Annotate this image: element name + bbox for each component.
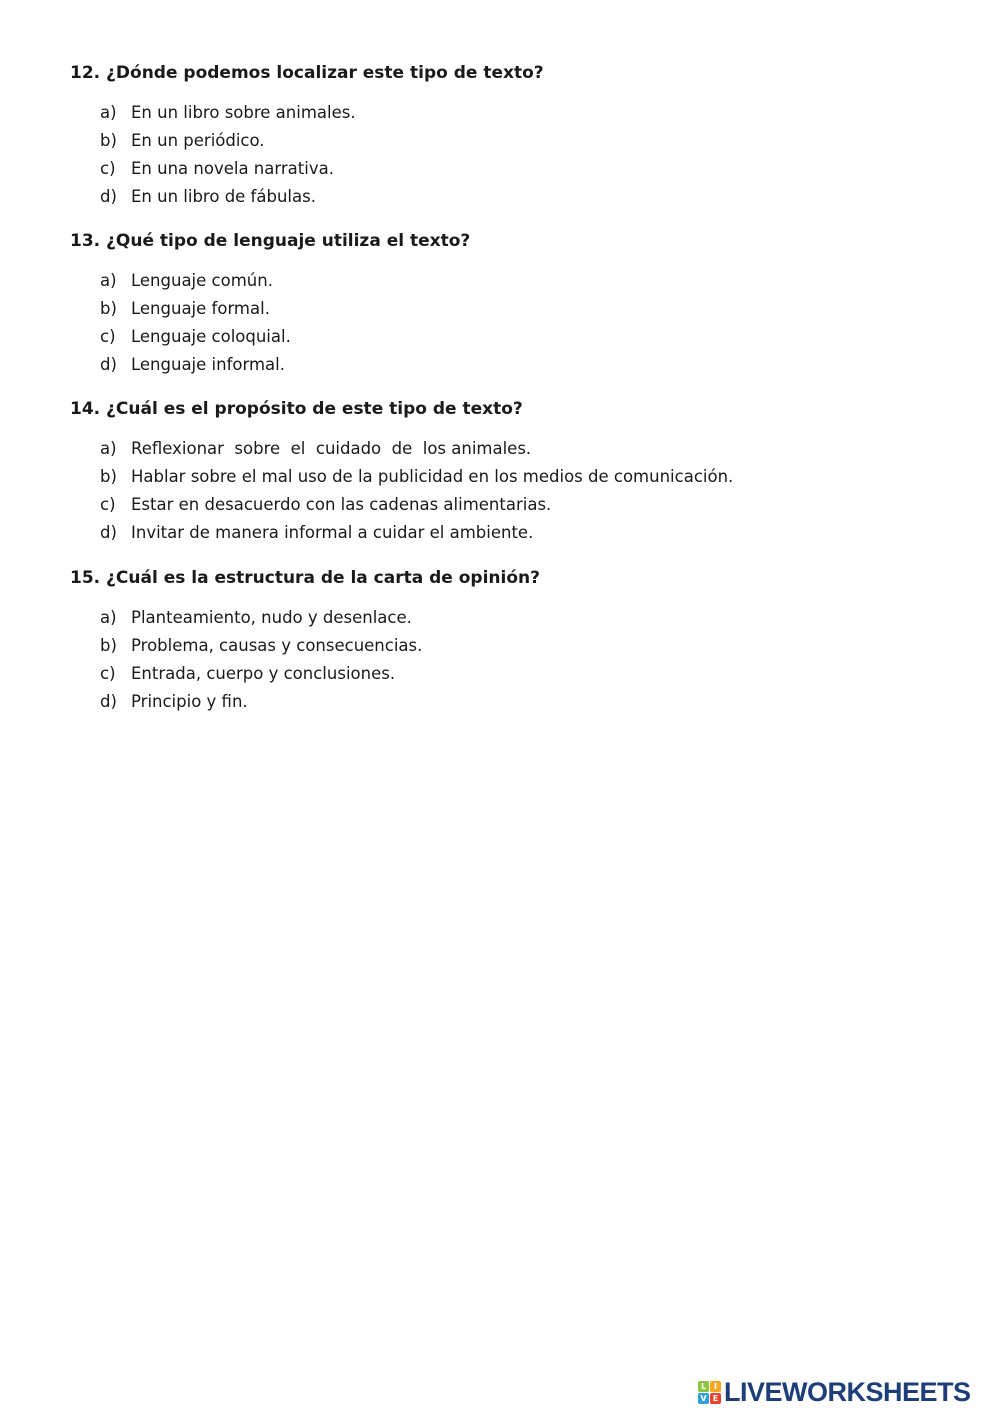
question-text: ¿Dónde podemos localizar este tipo de texto?	[106, 63, 544, 83]
option-letter: b)	[100, 636, 117, 655]
option-text: Entrada, cuerpo y conclusiones.	[131, 664, 396, 683]
question-text: ¿Cuál es el propósito de este tipo de texto?	[106, 399, 523, 419]
option-item[interactable]	[70, 99, 950, 127]
option-item[interactable]	[70, 295, 950, 323]
question-number: 14.	[70, 399, 101, 419]
option-item[interactable]	[70, 604, 950, 632]
option-item[interactable]	[70, 323, 950, 351]
option-letter: d)	[100, 692, 117, 711]
option-letter: a)	[100, 439, 117, 458]
option-letter: d)	[100, 187, 117, 206]
option-item[interactable]	[70, 155, 950, 183]
options-list	[70, 99, 950, 211]
option-text: Lenguaje informal.	[131, 355, 285, 374]
option-text: En una novela narrativa.	[131, 159, 334, 178]
option-text: Planteamiento, nudo y desenlace.	[131, 608, 412, 627]
option-text: Problema, causas y consecuencias.	[131, 636, 423, 655]
question-text: ¿Cuál es la estructura de la carta de opinión?	[106, 568, 540, 588]
option-item[interactable]	[70, 463, 950, 491]
question-number: 13.	[70, 231, 101, 251]
option-letter: a)	[100, 103, 117, 122]
option-item[interactable]	[70, 267, 950, 295]
option-text: Invitar de manera informal a cuidar el ambiente.	[131, 523, 534, 542]
question-block	[70, 228, 950, 379]
logo-badge-l: L	[698, 1381, 709, 1392]
option-letter: a)	[100, 608, 117, 627]
liveworksheets-logo	[698, 1378, 971, 1406]
option-letter: b)	[100, 467, 117, 486]
option-text: En un libro de fábulas.	[131, 187, 316, 206]
question-heading	[70, 565, 950, 591]
option-letter: b)	[100, 299, 117, 318]
option-letter: a)	[100, 271, 117, 290]
options-list	[70, 604, 950, 716]
option-letter: c)	[100, 664, 116, 683]
option-text: Estar en desacuerdo con las cadenas alimentarias.	[131, 495, 552, 514]
question-block	[70, 396, 950, 547]
option-item[interactable]	[70, 183, 950, 211]
logo-badge-v: V	[698, 1393, 709, 1404]
option-item[interactable]	[70, 435, 950, 463]
option-letter: d)	[100, 523, 117, 542]
option-text: Lenguaje común.	[131, 271, 273, 290]
option-text: Lenguaje coloquial.	[131, 327, 291, 346]
question-block	[70, 60, 950, 211]
logo-badge-i: I	[710, 1381, 721, 1392]
option-letter: b)	[100, 131, 117, 150]
option-text: En un libro sobre animales.	[131, 103, 356, 122]
option-item[interactable]	[70, 127, 950, 155]
option-letter: c)	[100, 159, 116, 178]
option-text: Principio y fin.	[131, 692, 248, 711]
logo-text: LIVEWORKSHEETS	[724, 1376, 971, 1407]
option-text: Lenguaje formal.	[131, 299, 270, 318]
logo-badge-e: E	[710, 1393, 721, 1404]
options-list	[70, 267, 950, 379]
option-item[interactable]	[70, 351, 950, 379]
question-block	[70, 565, 950, 716]
option-letter: d)	[100, 355, 117, 374]
option-letter: c)	[100, 327, 116, 346]
option-text: Reflexionar sobre el cuidado de los animales.	[131, 439, 532, 458]
option-item[interactable]	[70, 519, 950, 547]
option-text: En un periódico.	[131, 131, 265, 150]
options-list	[70, 435, 950, 547]
question-number: 15.	[70, 568, 101, 588]
option-item[interactable]	[70, 660, 950, 688]
question-heading	[70, 60, 950, 86]
question-heading	[70, 396, 950, 422]
option-item[interactable]	[70, 688, 950, 716]
logo-badge-icon	[698, 1381, 721, 1404]
option-text: Hablar sobre el mal uso de la publicidad en los medios de comunicación.	[131, 467, 734, 486]
option-item[interactable]	[70, 491, 950, 519]
option-letter: c)	[100, 495, 116, 514]
option-item[interactable]	[70, 632, 950, 660]
question-heading	[70, 228, 950, 254]
question-number: 12.	[70, 63, 101, 83]
question-text: ¿Qué tipo de lenguaje utiliza el texto?	[106, 231, 471, 251]
